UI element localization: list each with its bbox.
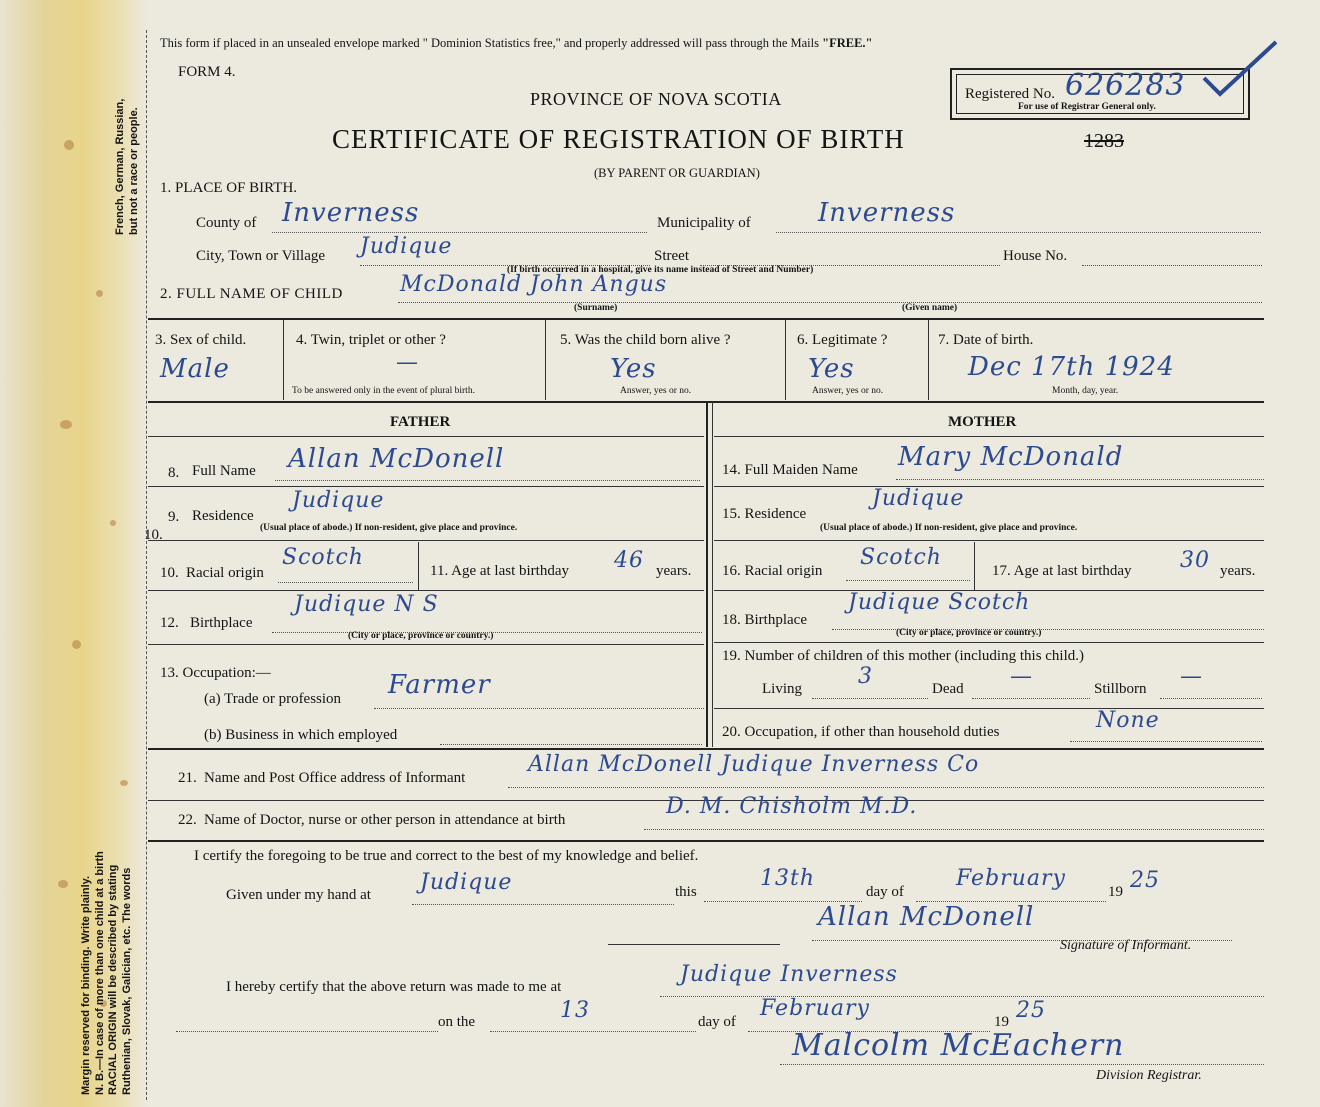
twin-note: To be answered only in the event of plural birth.: [292, 386, 475, 396]
doctor-number: 22.: [178, 812, 197, 828]
mother-row-rule: [714, 642, 1264, 643]
legitimate-label: 6. Legitimate ?: [797, 332, 888, 348]
mother-residence-value: Judique: [872, 486, 965, 511]
mother-residence-label: 15. Residence: [722, 506, 807, 522]
column-divider: [974, 542, 975, 590]
father-name-value: Allan McDonell: [288, 444, 505, 474]
mother-abode-note: (Usual place of abode.) If non-resident, give place and province.: [820, 523, 1078, 533]
margin-divider: [146, 30, 147, 1100]
trade-value: Farmer: [388, 670, 491, 700]
born-alive-note: Answer, yes or no.: [620, 386, 692, 396]
father-age-value: 46: [614, 548, 644, 573]
father-heading: FATHER: [390, 414, 451, 430]
mother-racial-line: [846, 580, 970, 581]
father-name-label: Full Name: [192, 463, 256, 479]
certification-text: I certify the foregoing to be true and correct to the best of my knowledge and belief.: [194, 848, 699, 864]
municipality-value: Inverness: [818, 198, 956, 228]
parent-column-divider: [712, 402, 713, 747]
mother-racial-label: 16. Racial origin: [722, 563, 823, 579]
section-divider: [148, 318, 1264, 320]
informant-value: Allan McDonell Judique Inverness Co: [528, 752, 980, 777]
father-heading-rule: [148, 436, 704, 437]
mail-notice: [160, 36, 872, 51]
this-label: this: [675, 884, 697, 900]
registrar-place-line: [660, 996, 1264, 997]
birth-date-label: 7. Date of birth.: [938, 332, 1034, 348]
margin-note-line: N. B.—In case of more than one child at a birth: [93, 851, 106, 1095]
doctor-value: D. M. Chisholm M.D.: [666, 794, 918, 819]
informant-signature-label: Signature of Informant.: [1060, 938, 1192, 953]
house-number-line: [1082, 265, 1262, 266]
dead-value: —: [1010, 664, 1033, 689]
registration-number: 626283: [1065, 68, 1186, 103]
column-divider: [418, 542, 419, 590]
father-years-label: years.: [656, 563, 692, 579]
street-label: Street: [654, 248, 689, 264]
registrar-day-value: 13: [560, 998, 590, 1023]
margin-note-line: Ruthenian, Slovak, Galician, etc. The words: [120, 867, 133, 1095]
mother-row-rule: [714, 708, 1264, 709]
given-under-label: Given under my hand at: [226, 887, 371, 903]
registrar-place-value: Judique Inverness: [680, 962, 898, 987]
registrar-blank-line: [176, 1031, 438, 1032]
registrar-day-line: [490, 1031, 696, 1032]
margin-note-top: [114, 99, 141, 235]
dead-line: [972, 698, 1090, 699]
mother-name-line: [896, 479, 1264, 480]
occupation-label: 13. Occupation:—: [160, 665, 271, 681]
house-number-label: House No.: [1003, 248, 1068, 264]
child-name-label: 2. FULL NAME OF CHILD: [160, 286, 343, 302]
mail-free-label: "FREE.": [822, 36, 873, 50]
doctor-line: [644, 829, 1264, 830]
stillborn-line: [1160, 698, 1262, 699]
business-label: (b) Business in which employed: [204, 727, 398, 743]
mother-birthplace-label: 18. Birthplace: [722, 612, 807, 628]
child-name-value: McDonald John Angus: [400, 272, 668, 297]
father-birthplace-label: Birthplace: [190, 615, 253, 631]
birth-date-note: Month, day, year.: [1052, 386, 1119, 396]
signature-divider: [608, 944, 780, 945]
margin-note-line: French, German, Russian,: [114, 98, 126, 235]
twin-value: —: [396, 350, 419, 375]
mother-age-value: 30: [1180, 548, 1210, 573]
given-year-value: 25: [1130, 868, 1160, 893]
column-divider: [785, 320, 786, 400]
mother-heading-rule: [714, 436, 1264, 437]
stray-number: 10.: [144, 527, 163, 543]
surname-note: (Surname): [574, 303, 618, 313]
mother-racial-value: Scotch: [860, 545, 942, 570]
municipality-line: [776, 232, 1261, 233]
column-divider: [928, 320, 929, 400]
father-racial-label: Racial origin: [186, 565, 264, 581]
father-birthplace-value: Judique N S: [294, 592, 439, 617]
stillborn-value: —: [1180, 664, 1203, 689]
registrar-text: I hereby certify that the above return was made to me at: [226, 979, 562, 995]
registrar-signature: Malcolm McEachern: [792, 1028, 1125, 1063]
father-racial-line: [278, 582, 413, 583]
living-line: [812, 698, 928, 699]
birth-date-value: Dec 17th 1924: [968, 352, 1175, 382]
registration-label: Registered No.: [965, 86, 1055, 102]
registrar-day-of-label: day of: [698, 1014, 736, 1030]
margin-note-line: but not a race or people.: [127, 107, 140, 235]
mother-name-value: Mary McDonald: [898, 442, 1124, 472]
father-age-label: 11. Age at last birthday: [430, 563, 569, 579]
father-row-number: 12.: [160, 615, 179, 631]
mother-birthplace-value: Judique Scotch: [848, 590, 1031, 615]
child-name-line: [398, 302, 1262, 303]
mother-occupation-line: [1070, 741, 1262, 742]
born-alive-label: 5. Was the child born alive ?: [560, 332, 731, 348]
given-place-value: Judique: [420, 870, 513, 895]
sex-value: Male: [160, 354, 230, 384]
father-row-number: 10.: [160, 565, 179, 581]
dead-label: Dead: [932, 681, 964, 697]
father-row-rule: [148, 540, 704, 541]
given-day-value: 13th: [760, 866, 816, 891]
registrar-year-value: 25: [1016, 998, 1046, 1023]
father-row-rule: [148, 590, 704, 591]
municipality-label: Municipality of: [657, 215, 751, 231]
form-number: FORM 4.: [178, 64, 236, 80]
parent-column-divider: [706, 402, 708, 747]
father-residence-value: Judique: [292, 488, 385, 513]
registrar-month-value: February: [760, 996, 870, 1021]
column-divider: [283, 320, 284, 400]
father-row-number: 9.: [168, 509, 180, 525]
section-divider: [148, 748, 1264, 750]
column-divider: [545, 320, 546, 400]
doctor-label: Name of Doctor, nurse or other person in attendance at birth: [204, 812, 566, 828]
margin-note-line: RACIAL ORIGIN will be described by stating: [107, 864, 119, 1095]
father-residence-label: Residence: [192, 508, 254, 524]
sex-label: 3. Sex of child.: [155, 332, 247, 348]
informant-number: 21.: [178, 770, 197, 786]
on-the-label: on the: [438, 1014, 476, 1030]
city-value: Judique: [360, 234, 453, 259]
mother-name-label: 14. Full Maiden Name: [722, 462, 858, 478]
county-line: [272, 232, 647, 233]
mother-occupation-label: 20. Occupation, if other than household duties: [722, 724, 1000, 740]
informant-signature: Allan McDonell: [818, 902, 1035, 932]
father-row-number: 8.: [168, 465, 180, 481]
stain-mark: [64, 140, 74, 150]
stain-mark: [58, 880, 68, 888]
children-count-label: 19. Number of children of this mother (including this child.): [722, 648, 1085, 664]
mother-birthplace-note: (City or place, province or country.): [896, 628, 1042, 638]
father-name-line: [275, 480, 700, 481]
business-line: [440, 744, 702, 745]
section-divider: [148, 840, 1264, 842]
registrar-signature-label: Division Registrar.: [1096, 1068, 1202, 1083]
county-label: County of: [196, 215, 257, 231]
day-of-label: day of: [866, 884, 904, 900]
stain-mark: [60, 420, 72, 429]
mail-notice-text: This form if placed in an unsealed envelope marked " Dominion Statistics free," and properly addressed will pass through the Mails: [160, 36, 823, 50]
mother-age-label: 17. Age at last birthday: [992, 563, 1132, 579]
registration-note: For use of Registrar General only.: [1018, 102, 1156, 112]
born-alive-value: Yes: [610, 354, 657, 384]
informant-label: Name and Post Office address of Informant: [204, 770, 466, 786]
county-value: Inverness: [282, 198, 420, 228]
city-label: City, Town or Village: [196, 248, 326, 264]
registrar-signature-line: [780, 1064, 1264, 1065]
legitimate-value: Yes: [808, 354, 855, 384]
living-value: 3: [858, 664, 873, 689]
father-row-rule: [148, 486, 704, 487]
stillborn-label: Stillborn: [1094, 681, 1147, 697]
hospital-note: (If birth occurred in a hospital, give its name instead of Street and Number): [507, 265, 814, 275]
living-label: Living: [762, 681, 802, 697]
certificate-subtitle: (BY PARENT OR GUARDIAN): [594, 166, 760, 180]
mother-heading: MOTHER: [948, 414, 1017, 430]
given-place-line: [412, 904, 674, 905]
father-abode-note: (Usual place of abode.) If non-resident, give place and province.: [260, 523, 518, 533]
check-mark-icon: [1200, 38, 1280, 98]
mother-years-label: years.: [1220, 563, 1256, 579]
certificate-title: CERTIFICATE OF REGISTRATION OF BIRTH: [332, 124, 905, 154]
father-birthplace-note: (City or place, province or country.): [348, 631, 494, 641]
year-prefix: 19: [1108, 884, 1123, 900]
father-row-rule: [148, 644, 704, 645]
mother-row-rule: [714, 540, 1264, 541]
province-heading: PROVINCE OF NOVA SCOTIA: [530, 89, 782, 109]
mother-occupation-value: None: [1096, 708, 1160, 733]
father-racial-value: Scotch: [282, 545, 364, 570]
given-month-value: February: [956, 866, 1066, 891]
registrar-year-prefix: 19: [994, 1014, 1009, 1030]
margin-note-line: Margin reserved for binding. Write plainly.: [80, 875, 92, 1095]
old-number: 1283: [1084, 130, 1124, 152]
legitimate-note: Answer, yes or no.: [812, 386, 884, 396]
mother-row-rule: [714, 486, 1264, 487]
informant-line: [508, 787, 1264, 788]
given-name-note: (Given name): [902, 303, 958, 313]
twin-label: 4. Twin, triplet or other ?: [296, 332, 446, 348]
trade-label: (a) Trade or profession: [204, 691, 342, 707]
place-of-birth-heading: 1. PLACE OF BIRTH.: [160, 180, 298, 196]
trade-line: [374, 708, 704, 709]
